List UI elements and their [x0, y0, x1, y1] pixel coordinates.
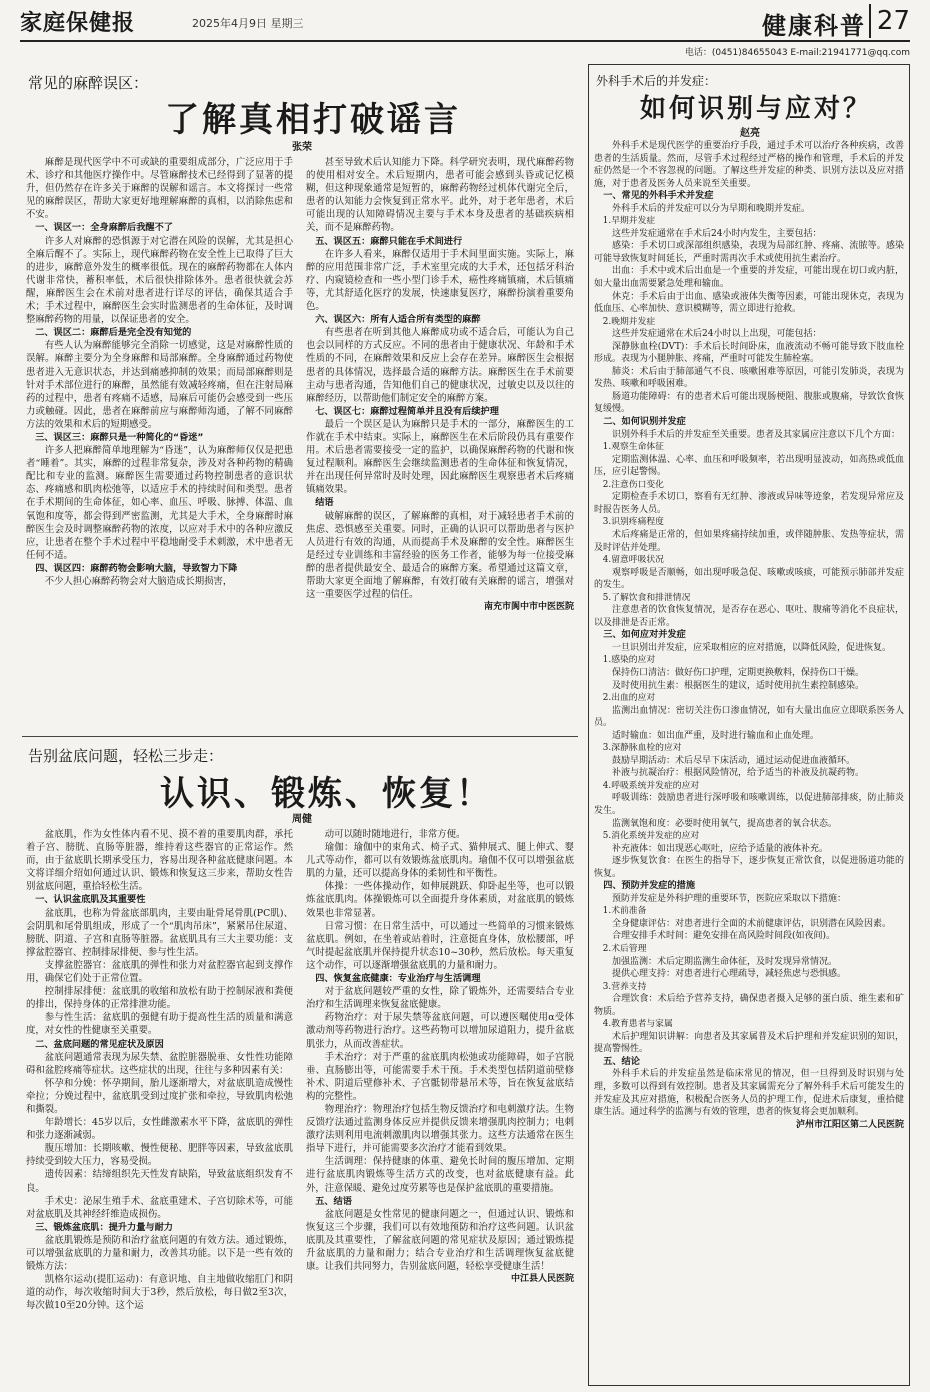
paragraph: 手术史：泌尿生殖手术、盆底重建术、子宫切除术等，可能对盆底肌及其神经纤维造成损伤。 — [26, 1195, 293, 1220]
subsection-heading: 1.观察生命体征 — [602, 442, 664, 453]
section-heading: 二、如何识别并发症 — [603, 416, 686, 428]
subsection-heading: 3.营养支持 — [602, 981, 647, 992]
section-heading: 五、误区五：麻醉只能在手术间进行 — [315, 235, 463, 247]
paragraph: 提供心理支持：对患者进行心理疏导，减轻焦虑与恐惧感。 — [612, 969, 847, 980]
paragraph: 出血：手术中或术后出血是一个重要的并发症，可能出现在切口或内脏，如大量出血需要紧急处理和输血。 — [594, 266, 904, 290]
paragraph: 麻醉是现代医学中不可或缺的重要组成部分，广泛应用于手术、诊疗和其他医疗操作中。尽管麻醉技术已经得到了显著的提升，但仍然存在许多关于麻醉的误解和谣言。本文将探讨一些常见的麻醉误区，帮助大家更好地理解麻醉的真相，以消除焦虑和不安。 — [26, 157, 293, 221]
section-heading: 三、误区三：麻醉只是一种简化的“昏迷” — [35, 431, 204, 443]
article3-column — [594, 140, 904, 1382]
paragraph: 识别外科手术后的并发症至关重要。患者及其家属应注意以下几个方面： — [612, 429, 901, 440]
paragraph: 逐步恢复饮食：在医生的指导下，逐步恢复正常饮食，以促进肠道功能的恢复。 — [594, 856, 904, 879]
contact-line: 电话：(0451)84655043 E-mail:21941771@qq.com — [684, 48, 910, 58]
paragraph: 预防并发症是外科护理的重要环节，医院应采取以下措施： — [612, 893, 847, 904]
section-heading: 三、如何应对并发症 — [603, 629, 686, 641]
paragraph: 盆底肌，作为女性体内看不见、摸不着的重要肌肉群，承托着子宫、膀胱、直肠等脏器，维持着这些器官的正常运作。然而，由于盆底肌长期承受压力，容易出现各种盆底健康问题。本文将详细介绍如何通过认识、锻炼和恢复这三步来，帮助女性告别盆底问题，重拾轻松生活。 — [26, 829, 293, 893]
paragraph: 腹压增加：长期咳嗽、慢性便秘、肥胖等因素，导致盆底肌持续受到较大压力，容易受损。 — [26, 1143, 293, 1168]
paragraph: 呼吸训练：鼓励患者进行深呼吸和咳嗽训练，以促进肺部排痰，防止肺炎发生。 — [594, 793, 904, 816]
paragraph: 外科手术后的并发症可以分为早期和晚期并发症。 — [612, 203, 811, 214]
paragraph: 定期检查手术切口，察看有无红肿、渗液或异味等迹象，若发现异常应及时报告医务人员。 — [594, 492, 904, 515]
subsection-heading: 5.了解饮食和排泄情况 — [602, 592, 691, 603]
paragraph: 物理治疗：物理治疗包括生物反馈治疗和电刺激疗法。生物反馈疗法通过监测身体反应并提供反馈来增强肌肉控制力；电刺激疗法则利用电流刺激肌肉以增强其张力。这些方法通常在医生指导下进行，并可能需要多次治疗才能看到效果。 — [306, 1103, 574, 1155]
paragraph: 手术治疗：对于严重的盆底肌肉松弛或功能障碍，如子宫脱垂、直肠膨出等，可能需要手术干预。手术类型包括阴道前壁修补术、阴道后壁修补术、子宫骶韧带悬吊术等，旨在恢复盆底结构的完整性。 — [306, 1051, 574, 1102]
article2-column-right — [306, 828, 574, 1388]
paragraph: 感染：手术切口或深部组织感染，表现为局部红肿、疼痛、流脓等。感染可能导致恢复时间延长，严重时需再次手术或使用抗生素治疗。 — [594, 241, 904, 264]
paragraph: 及时使用抗生素：根据医生的建议，适时使用抗生素控制感染。 — [612, 680, 865, 691]
section-heading: 七、误区七：麻醉过程简单并且没有后续护理 — [315, 405, 499, 417]
paragraph: 参与性生活：盆底肌的强健有助于提高性生活的质量和满意度，对女性的性健康至关重要。 — [26, 1012, 293, 1037]
paragraph: 瑜伽：瑜伽中的束角式、椅子式、猫伸展式、腿上伸式、婴儿式等动作，都可以有效锻炼盆底肌肉。瑜伽不仅可以增强盆底肌的力量，还可以提高身体的柔韧性和平衡性。 — [306, 842, 574, 880]
paragraph: 注意患者的饮食恢复情况，是否存在恶心、呕吐、腹痛等消化不良症状，以及排泄是否正常。 — [594, 605, 904, 628]
paragraph: 这些并发症通常在术后24小时以上出现，可能包括： — [612, 329, 822, 340]
article2-kicker: 告别盆底问题，轻松三步走： — [28, 747, 224, 765]
section-heading: 六、误区六：所有人适合所有类型的麻醉 — [315, 314, 481, 326]
masthead — [20, 6, 910, 40]
paragraph: 合理饮食：术后给予营养支持，确保患者摄入足够的蛋白质、维生素和矿物质。 — [594, 994, 904, 1017]
paragraph: 适时输血：如出血严重，及时进行输血和止血处理。 — [612, 730, 820, 741]
paragraph: 日常习惯：在日常生活中，可以通过一些简单的习惯来锻炼盆底肌。例如，在坐着或站着时，注意挺直身体，放松腰部，呼气时提起盆底肌并保持提升状态10~30秒，然后放松。每天重复这个动作，可以逐渐增强盆底肌的力量和耐力。 — [306, 920, 574, 971]
paragraph: 休克：手术后由于出血、感染或液体失衡等因素，可能出现休克，表现为低血压、心率加快、意识模糊等，需立即进行抢救。 — [594, 291, 904, 315]
article2-author: 周健 — [292, 814, 312, 825]
subsection-heading: 1.早期并发症 — [602, 216, 656, 227]
page-number: 27 — [869, 4, 910, 38]
section-heading: 二、盆底问题的常见症状及原因 — [35, 1038, 164, 1050]
paragraph: 对于盆底问题较严重的女性，除了锻炼外，还需要结合专业治疗和生活调理来恢复盆底健康。 — [306, 986, 574, 1011]
section-heading: 一、常见的外科手术并发症 — [603, 190, 714, 202]
paragraph: 盆底问题通常表现为尿失禁、盆腔脏器脱垂、女性性功能障碍和盆腔疼痛等症状。这些症状的出现，往往与多种因素有关： — [26, 1051, 293, 1076]
paragraph: 年龄增长：45岁以后，女性雌激素水平下降，盆底肌的弹性和张力逐渐减弱。 — [26, 1117, 293, 1142]
paragraph: 药物治疗：对于尿失禁等盆底问题，可以遵医嘱使用α受体激动剂等药物进行治疗。这些药物可以增加尿道阻力，提升盆底肌张力，从而改善症状。 — [306, 1012, 574, 1050]
article2-column-left — [26, 828, 293, 1388]
article1-title: 了解真相打破谣言 — [165, 100, 461, 140]
paper-name: 家庭保健报 — [20, 10, 136, 36]
subsection-heading: 2.出血的应对 — [602, 693, 656, 704]
paragraph: 盆底肌，也称为骨盆底部肌肉，主要由耻骨尾骨肌(PC肌)、会阴肌和尾骨肌组成，形成了一个“肌肉吊床”，紧紧吊住尿道、膀胱、阴道、子宫和直肠等脏器。盆底肌具有三大主要功能：支撑盆腔器官、控制排尿排便、参与性生活。 — [26, 907, 293, 958]
paragraph: 有些患者在听到其他人麻醉成功或不适合后，可能认为自己也会以同样的方式反应。不同的患者由于健康状况、年龄和手术性质的不同，在麻醉效果和反应上会存在差异。麻醉医生会根据患者的具体情况，选择最合适的麻醉方法。麻醉医生在手术前要主动与患者沟通，告知他们自己的健康状况，过敏史以及以往的麻醉经历，以帮助他们制定安全的麻醉方案。 — [306, 327, 574, 404]
subsection-heading: 4.呼吸系统并发症的应对 — [602, 780, 700, 791]
paragraph: 补充液体：如出现恶心呕吐，应给予适量的液体补充。 — [612, 843, 829, 854]
section-heading: 五、结论 — [603, 1055, 640, 1067]
paragraph: 保持伤口清洁：做好伤口护理，定期更换敷料，保持伤口干燥。 — [612, 667, 865, 678]
article3-author: 赵亮 — [740, 128, 760, 139]
article3-kicker: 外科手术后的并发症： — [596, 74, 717, 88]
section-heading: 四、恢复盆底健康：专业治疗与生活调理 — [315, 973, 481, 985]
article2-title: 认识、锻炼、恢复！ — [160, 774, 493, 814]
paragraph: 在许多人看来，麻醉仅适用于手术间里面实施。实际上，麻醉的应用范围非常广泛，手术室里完成的大手术，还包括牙科治疗、内窥镜检查和一些小型门诊手术，癌性疼痛镇痛，术后镇痛等，尤其舒适化医疗的发展，快速康复医疗，麻醉扮演着重要角色。 — [306, 248, 574, 313]
subsection-heading: 2.晚期并发症 — [602, 316, 656, 327]
paragraph: 鼓励早期活动：术后尽早下床活动，通过运动促进血液循环。 — [612, 755, 856, 766]
section-heading: 四、误区四：麻醉药物会影响大脑，导致智力下降 — [35, 562, 238, 574]
paragraph: 许多人对麻醉的恐惧源于对它潜在风险的误解，尤其是担心全麻后醒不了。实际上，现代麻醉药物在安全性上已取得了巨大的进步，麻醉意外发生的概率很低。现在的麻醉药物都在人体内代谢非常快，蓄积率低，术后很快排除体外。患者很快就会苏醒，麻醉医生会在术前对患者进行详尽的评估，确保其适合手术；手术过程中，麻醉医生会实时监测患者的生命体征，及时调整麻醉药物的用量，以保证患者的安全。 — [26, 235, 293, 326]
paragraph: 深静脉血栓(DVT)：手术后长时间卧床，血液流动不畅可能导致下肢血栓形成。表现为小腿肿胀、疼痛，严重时可能发生肺栓塞。 — [594, 341, 904, 365]
paragraph: 这些并发症通常在手术后24小时内发生，主要包括： — [612, 228, 822, 239]
subsection-heading: 4.教育患者与家属 — [602, 1019, 673, 1030]
paragraph: 盆底问题是女性常见的健康问题之一，但通过认识、锻炼和恢复这三个步骤，我们可以有效地预防和治疗这些问题。认识盆底肌及其重要性，了解盆底问题的常见症状及原因；通过锻炼提升盆底肌的力量和耐力；结合专业治疗和生活调理恢复盆底健康。让我们共同努力，告别盆底问题，轻松享受健康生活！ — [306, 1208, 574, 1273]
paragraph: 术后疼痛是正常的，但如果疼痛持续加重，或伴随肿胀、发热等症状，需及时评估并处理。 — [594, 529, 904, 553]
section-heading: 三、锻炼盆底肌：提升力量与耐力 — [35, 1221, 173, 1233]
article1-column-right — [306, 156, 574, 730]
subsection-heading: 1.术前准备 — [602, 906, 647, 917]
paragraph: 一旦识别出并发症，应采取相应的应对措施，以降低风险，促进恢复。 — [612, 642, 892, 653]
paragraph: 观察呼吸是否顺畅，如出现呼吸急促、咳嗽或咳痰，可能预示肺部并发症的发生。 — [594, 567, 904, 591]
author-affiliation: 南充市阆中市中医医院 — [483, 602, 574, 613]
paragraph: 怀孕和分娩：怀孕期间，胎儿逐渐增大，对盆底肌造成慢性牵拉；分娩过程中，盆底肌受到过度扩张和牵拉，导致肌肉松弛和撕裂。 — [26, 1077, 293, 1115]
paragraph: 术后护理知识讲解：向患者及其家属普及术后护理和并发症识别的知识，提高警惕性。 — [594, 1031, 904, 1055]
paragraph: 肺炎：术后由于肺部通气不良、咳嗽困难等原因，可能引发肺炎，表现为发热、咳嗽和呼吸困难。 — [594, 366, 904, 390]
paragraph: 生活调理：保持健康的体重、避免长时间的腹压增加、定期进行盆底肌肉锻炼等生活方式的改变，也对盆底健康有益。此外，注意保暖、避免过度劳累等也是保护盆底肌的重要措施。 — [306, 1156, 574, 1194]
paragraph: 盆底肌锻炼是预防和治疗盆底问题的有效方法。通过锻炼，可以增强盆底肌的力量和耐力，改善其功能。以下是一些有效的锻炼方法： — [26, 1234, 293, 1273]
subsection-heading: 2.术后管理 — [602, 944, 647, 954]
article1-column-left — [26, 156, 293, 730]
article1-kicker: 常见的麻醉误区： — [28, 74, 149, 92]
paragraph: 监测氧饱和度：必要时使用氧气，提高患者的氧合状态。 — [612, 818, 838, 829]
section-heading: 五、结语 — [315, 1195, 352, 1207]
paragraph: 控制排尿排便：盆底肌的收缩和放松有助于控制尿液和粪便的排出，保持身体的正常排泄功能。 — [26, 986, 293, 1011]
section-heading: 一、误区一：全身麻醉后我醒不了 — [35, 222, 173, 234]
paragraph: 合理安排手术时间：避免安排在高风险时间段(如夜间)。 — [612, 931, 836, 942]
paragraph: 全身健康评估：对患者进行全面的术前健康评估，识别潜在风险因素。 — [612, 918, 892, 929]
article1-author: 张荣 — [292, 142, 312, 153]
subsection-heading: 2.注意伤口变化 — [602, 479, 664, 490]
paragraph: 加强监测：术后定期监测生命体征，及时发现异常情况。 — [612, 956, 838, 967]
paragraph: 凯格尔运动(提肛运动)：有意识地、自主地做收缩肛门和阴道的动作，每次收缩时间大于3秒，然后放松，每日做2至3次，每次做10至20分钟。这个运 — [26, 1274, 293, 1312]
article-divider — [22, 736, 578, 737]
section-heading: 四、预防并发症的措施 — [603, 880, 696, 892]
paragraph: 甚至导致术后认知能力下降。科学研究表明，现代麻醉药物的使用相对安全。术后短期内，患者可能会感到头昏或记忆模糊，但这种现象通常是短暂的，麻醉药物经过机体代谢完全后，患者的认知能力会恢复到正常水平。此外，对于老年患者，术后可能出现的认知障碍情况主要与手术本身及患者的基础疾病相关，而不是麻醉药物。 — [306, 157, 574, 234]
article3-title: 如何识别与应对？ — [640, 94, 873, 124]
paragraph: 支撑盆腔器官：盆底肌的弹性和张力对盆腔器官起到支撑作用，确保它们处于正常位置。 — [26, 959, 293, 985]
paragraph: 最后一个误区是认为麻醉只是手术的一部分，麻醉医生的工作就在手术中结束。实际上，麻醉医生在术后阶段仍具有重要作用。术后患者需要接受一定的监护，以确保麻醉药物的代谢和恢复过程顺利。麻醉医生会继续监测患者的生命体征和恢复情况，并在出现任何异常时及时处理，因此麻醉医生观察患者术后疼痛镇痛效果。 — [306, 418, 574, 496]
author-affiliation: 泸州市江阳区第二人民医院 — [795, 1119, 904, 1130]
paragraph: 肠道功能障碍：有的患者术后可能出现肠梗阻、腹胀或腹痛，导致饮食恢复缓慢。 — [594, 391, 904, 415]
masthead-rule — [20, 40, 910, 42]
issue-date: 2025年4月9日 星期三 — [192, 17, 304, 30]
subsection-heading: 1.感染的应对 — [602, 655, 656, 666]
section-name: 健康科普 — [762, 11, 866, 40]
paragraph: 补液与抗凝治疗：根据风险情况，给予适当的补液及抗凝药物。 — [612, 768, 865, 779]
paragraph: 外科手术后的并发症虽然是临床常见的情况，但一旦得到及时识别与处理，多数可以得到有效控制。患者及其家属需充分了解外科手术后可能发生的并发症及其应对措施，积极配合医务人员的护理工作，促进术后康复，重拾健康生活。通过科学的监测与有效的管理，患者的恢复将会更加顺利。 — [594, 1069, 904, 1118]
paragraph: 动可以随时随地进行，非常方便。 — [324, 829, 466, 840]
paragraph: 遗传因素：结缔组织先天性发育缺陷，导致盆底组织发育不良。 — [26, 1169, 293, 1194]
paragraph: 外科手术是现代医学的重要治疗手段，通过手术可以治疗各种疾病，改善患者的生活质量。然而，尽管手术过程经过严格的操作和管理，手术后的并发症仍然是一个不容忽视的问题。了解这些并发症的种类、识别方法以及应对措施，对于患者及医务人员来说至关重要。 — [594, 141, 904, 189]
section-heading: 二、误区二：麻醉后是完全没有知觉的 — [35, 327, 192, 339]
subsection-heading: 3.识别疼痛程度 — [602, 517, 664, 528]
paragraph: 许多人把麻醉简单地理解为“昏迷”，认为麻醉师仅仅是把患者“睡着”。其实，麻醉的过程非常复杂，涉及对各种药物的精确配比和专业的监测。麻醉医生需要通过药物控制患者的意识状态、疼痛感和肌肉松弛等，以适应手术的持续时间和类型。患者在手术期间的生命体征，如心率、血压、呼吸、脉搏、体温、血氧饱和度等，都会得到严密监测，尤其是大手术，全身麻醉时麻醉医生会及时调整麻醉药物的浓度，以应对手术中的各种应激反应，让患者在整个手术过程中平稳地耐受手术刺激，术中患者无任何不适。 — [26, 445, 293, 561]
section-heading: 结语 — [315, 497, 334, 509]
section-heading: 一、认识盆底肌及其重要性 — [35, 894, 146, 906]
paragraph: 监测出血情况：密切关注伤口渗血情况，如有大量出血应立即联系医务人员。 — [594, 705, 904, 729]
author-affiliation: 中江县人民医院 — [510, 1274, 574, 1285]
paragraph: 不少人担心麻醉药物会对大脑造成长期损害， — [44, 576, 233, 587]
paragraph: 破解麻醉的误区，了解麻醉的真相，对于减轻患者手术前的焦虑、恐惧感至关重要。同时，正确的认识可以帮助患者与医护人员进行有效的沟通，从而提高手术及麻醉的安全性。麻醉医生是经过专业训练和丰富经验的医务工作者，能够为每一位接受麻醉的患者提供最安全、最适合的麻醉方案。希望通过这篇文章，帮助大家更全面地了解麻醉，有效打破有关麻醉的谣言，增强对这一重要医学过程的信任。 — [306, 510, 574, 601]
paragraph: 体操：一些体操动作，如伸展跳跃、仰卧起坐等，也可以锻炼盆底肌肉。体操锻炼可以全面提升身体素质，对盆底肌的锻炼效果也非常显著。 — [306, 881, 574, 919]
subsection-heading: 3.深静脉血栓的应对 — [602, 743, 682, 754]
subsection-heading: 4.留意呼吸状况 — [602, 555, 664, 566]
paragraph: 有些人认为麻醉能够完全消除一切感觉，这是对麻醉性质的误解。麻醉主要分为全身麻醉和局部麻醉。全身麻醉通过药物使患者进入无意识状态，并达到痛感抑制的效果；而局部麻醉则是针对手术部位进行的麻醉，虽然能有效减轻疼痛，但在注射局麻药的过程中，患者有疼痛不适感，局麻后可能仍会感受到一些压力或触碰。因此，患者在麻醉前应与麻醉师沟通，了解不同麻醉方法的效果和术后的短期感受。 — [26, 340, 293, 430]
paragraph: 定期监测体温、心率、血压和呼吸频率，若出现明显波动，如高热或低血压，应引起警惕。 — [594, 454, 904, 478]
subsection-heading: 5.消化系统并发症的应对 — [602, 831, 700, 842]
